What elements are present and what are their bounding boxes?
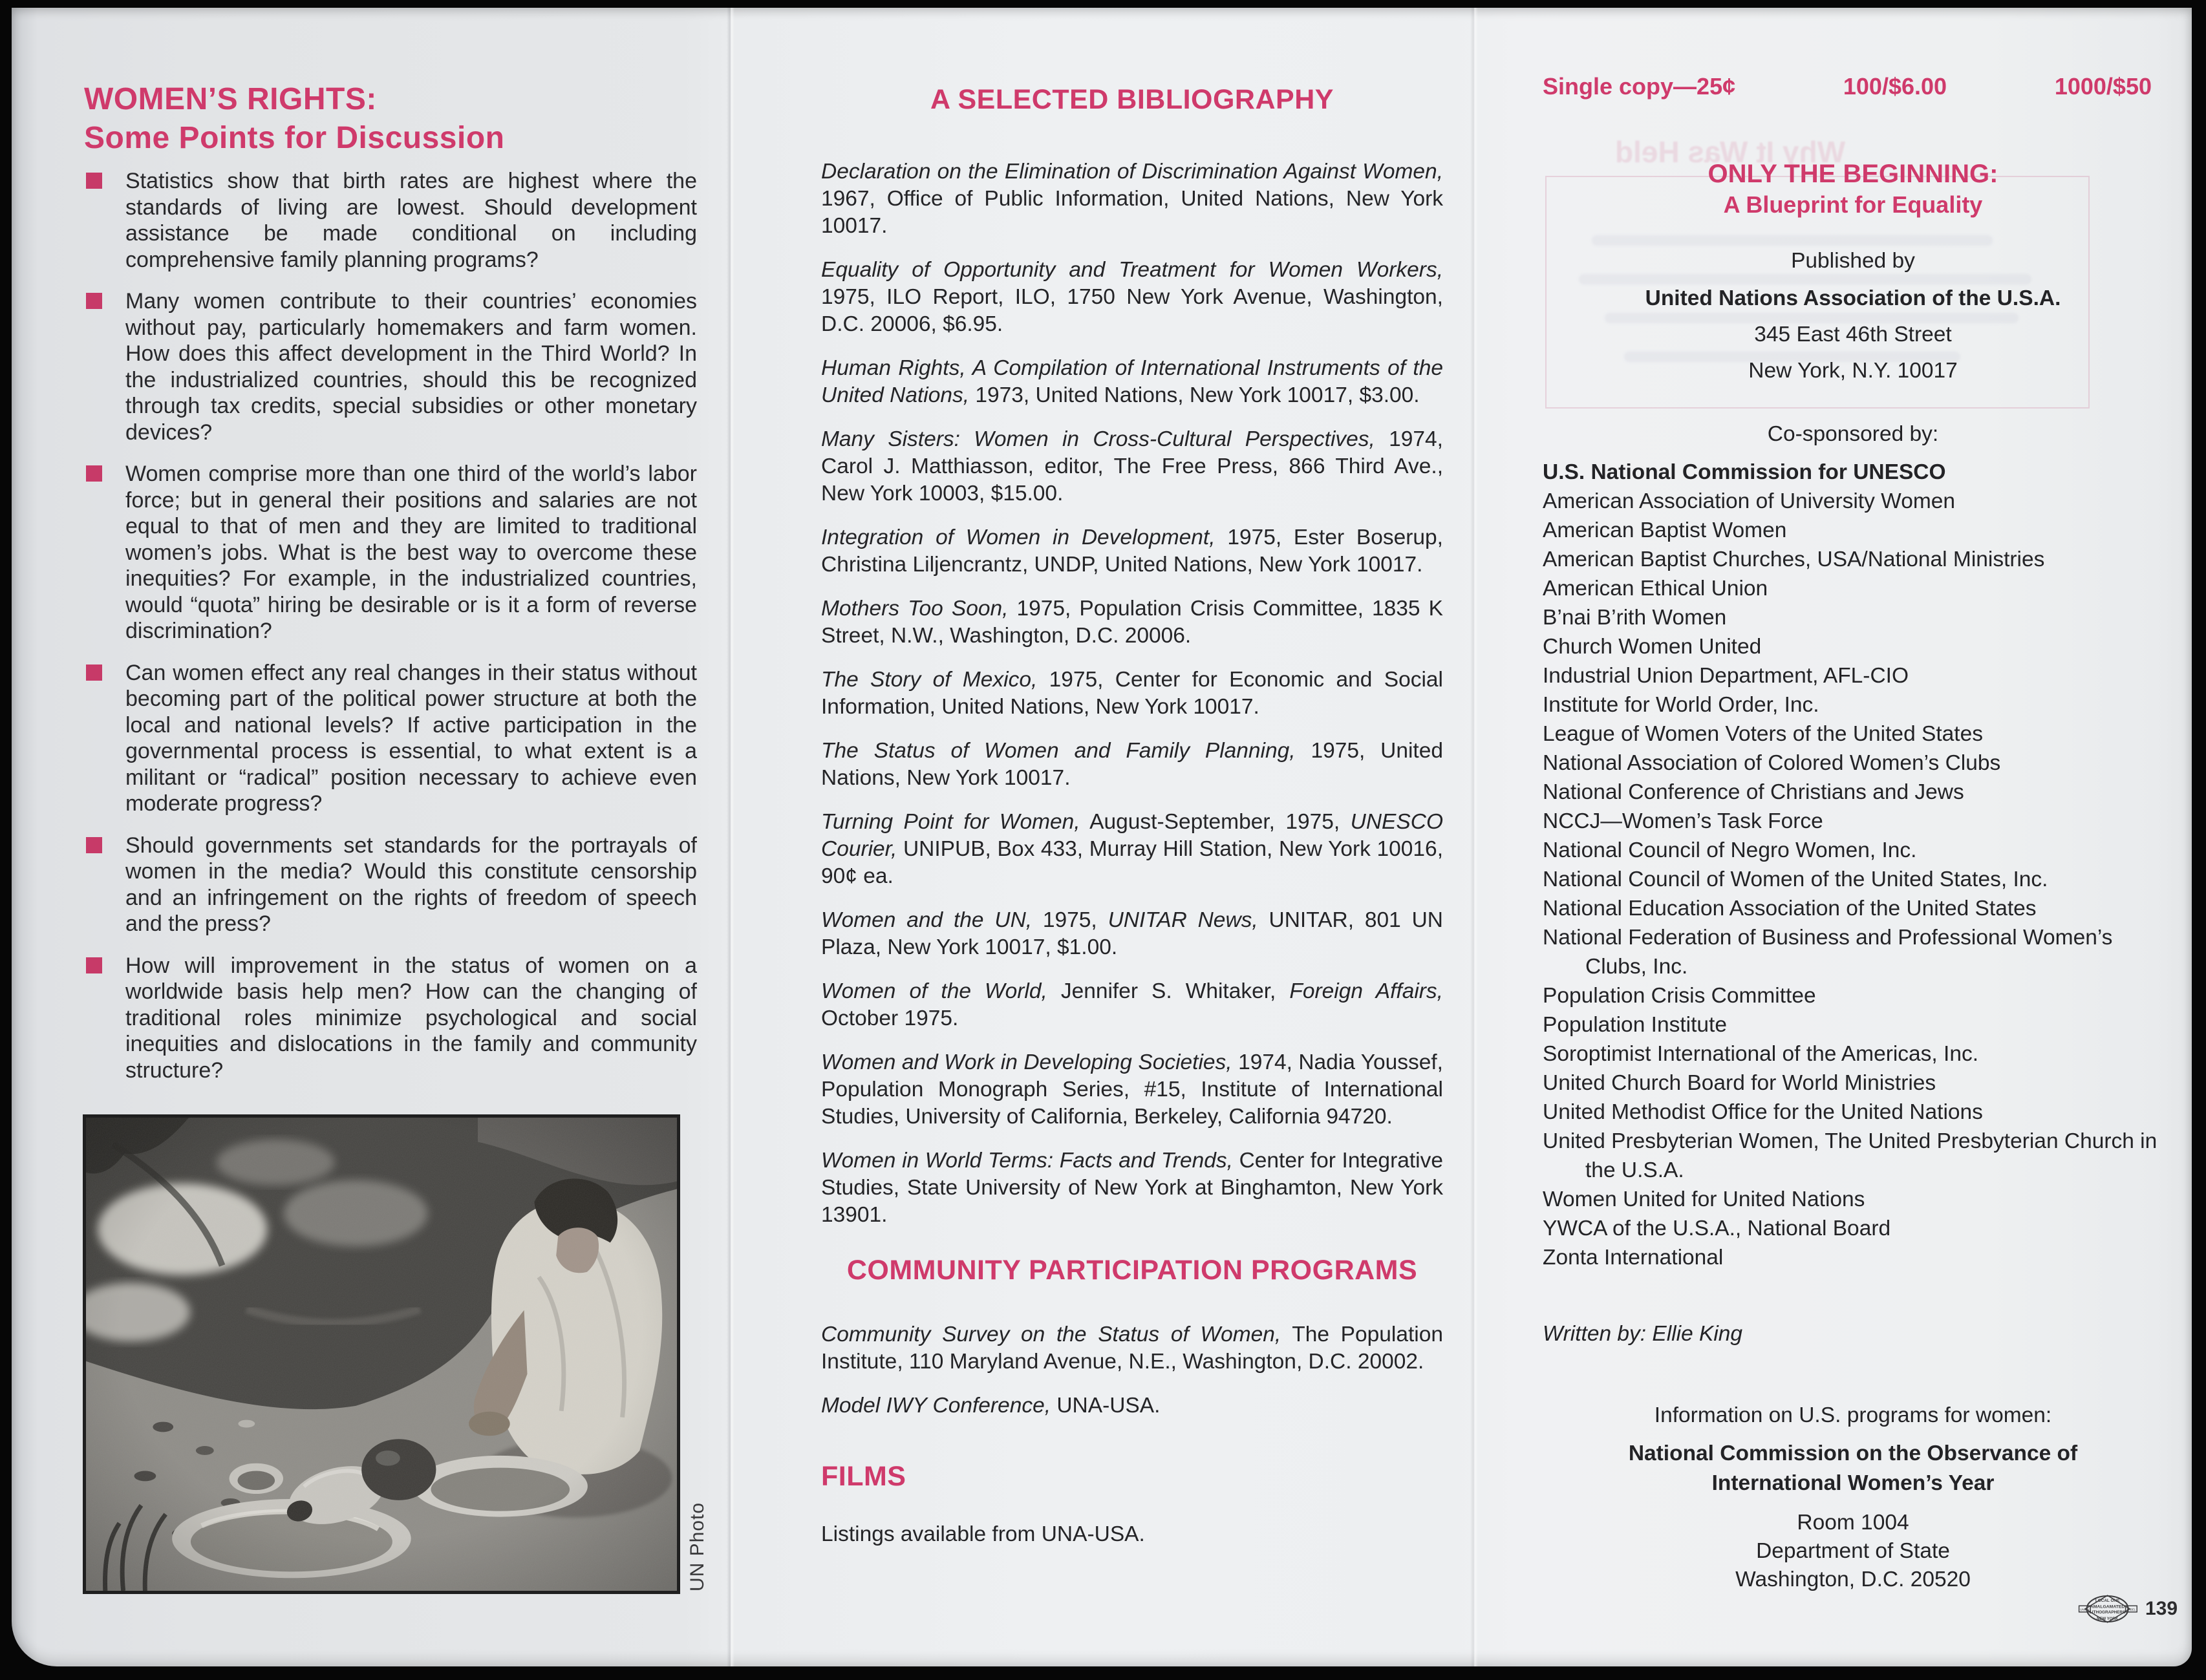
bullet-text: How will improvement in the status of women on a worldwide basis help men? How can the changing of traditional roles minimize psychological and social inequities and dislocations in the family and community structure? <box>125 953 697 1083</box>
svg-text:LABEL: LABEL <box>2126 1608 2136 1611</box>
un-photo <box>83 1114 680 1594</box>
middle-panel <box>821 84 1443 1548</box>
sponsor-item: National Council of Women of the United States, Inc. <box>1543 867 2048 891</box>
bleed-through-text: Why It Was Held <box>1615 135 1846 169</box>
publisher-address-street: 345 East 46th Street <box>1754 323 1952 346</box>
bullet-square-icon <box>86 173 102 189</box>
svg-text:LOCAL ONE: LOCAL ONE <box>2095 1598 2120 1603</box>
sponsor-item: Population Crisis Committee <box>1543 984 1816 1008</box>
sponsor-item: National Conference of Christians and Jews <box>1543 780 1964 804</box>
price-single: Single copy—25¢ <box>1543 73 1736 100</box>
bullet-text: Can women effect any real changes in their status without becoming part of the political power structure at both the local and national levels? If active participation in the governmental process is essential, to what extent is a militant or “radical” position necessary to achieve even moderate progress? <box>125 660 697 816</box>
sponsor-item: American Baptist Women <box>1543 518 1787 542</box>
bullet-item <box>84 660 697 817</box>
bibliography-entry: Human Rights, A Compilation of International Instruments of the United Nations, 1973, United Nations, New York 10017, $3.00. <box>821 356 1443 407</box>
bullet-text: Statistics show that birth rates are highest where the standards of living are lowest. Should development assistance be made conditional on including comprehensive family planning programs? <box>125 169 697 272</box>
community-entry-list <box>821 1321 1443 1419</box>
sponsor-item: United Methodist Office for the United Nations <box>1543 1100 1983 1124</box>
bullet-item <box>84 168 697 273</box>
bibliography-entry: Many Sisters: Women in Cross-Cultural Perspectives, 1974, Carol J. Matthiasson, editor, The Free Press, 866 Third Ave., New York 10003, $15.00. <box>821 427 1443 505</box>
bibliography-entry: Turning Point for Women, August-September, 1975, UNESCO Courier, UNIPUB, Box 433, Murray Hill Station, New York 10016, 90¢ ea. <box>821 810 1443 888</box>
bibliography-title: A SELECTED BIBLIOGRAPHY <box>930 84 1334 115</box>
price-row <box>1543 72 2152 101</box>
sponsor-item: Church Women United <box>1543 635 1762 659</box>
commission-name-line1: National Commission on the Observance of <box>1628 1441 2078 1465</box>
sponsor-list <box>1543 458 2163 1272</box>
community-programs-title: COMMUNITY PARTICIPATION PROGRAMS <box>846 1255 1418 1286</box>
bibliography-entry: Mothers Too Soon, 1975, Population Crisis Committee, 1835 K Street, N.W., Washington, D.C. 20006. <box>821 597 1443 648</box>
sponsor-item: U.S. National Commission for UNESCO <box>1543 460 1946 484</box>
cosponsored-label: Co-sponsored by: <box>1767 422 1939 446</box>
svg-text:AMALGAMATED: AMALGAMATED <box>2090 1604 2125 1610</box>
commission-name-line2: International Women’s Year <box>1711 1471 1995 1495</box>
price-hundred: 100/$6.00 <box>1843 73 1947 100</box>
sponsor-item: Women United for United Nations <box>1543 1187 1865 1211</box>
bibliography-entry: Women in World Terms: Facts and Trends, Center for Integrative Studies, State University of New York at Binghamton, New York 13901. <box>821 1149 1443 1227</box>
svg-text:NEW YORK: NEW YORK <box>2097 1617 2119 1621</box>
bullet-text: Women comprise more than one third of the world’s labor force; but in general their positions and salaries are not equal to that of men and they are limited to traditional women’s jobs. What is the best way to overcome these inequities? For example, in the industrialized countries, would “quota” hiring be desirable or is it a form of reverse discrimination? <box>125 462 697 643</box>
union-label-emblem-icon <box>2078 1593 2140 1625</box>
booklet-title-line1: ONLY THE BEGINNING: <box>1708 160 1998 188</box>
bibliography-entry: Declaration on the Elimination of Discrimination Against Women, 1967, Office of Public Information, United Nations, New York 10017. <box>821 160 1443 238</box>
sponsor-item: National Federation of Business and Professional Women’s Clubs, Inc. <box>1543 926 2113 979</box>
union-label <box>2078 1593 2178 1625</box>
bullet-item <box>84 288 697 445</box>
price-thousand: 1000/$50 <box>2054 73 2152 100</box>
commission-city: Washington, D.C. 20520 <box>1735 1568 1971 1591</box>
bullet-square-icon <box>86 665 102 681</box>
bibliography-entry: Women and the UN, 1975, UNITAR News, UNITAR, 801 UN Plaza, New York 10017, $1.00. <box>821 908 1443 959</box>
sponsor-item: Population Institute <box>1543 1013 1727 1037</box>
sponsor-item: American Ethical Union <box>1543 577 1768 601</box>
community-entry: Community Survey on the Status of Women, The Population Institute, 110 Maryland Avenue, N.E., Washington, D.C. 20002. <box>821 1323 1443 1374</box>
bullet-text: Should governments set standards for the portrayals of women in the media? Would this constitute censorship and an infringement on the rights of freedom of speech and the press? <box>125 833 697 936</box>
commission-department: Department of State <box>1756 1539 1950 1563</box>
left-title-line1: WOMEN’S RIGHTS: <box>84 82 377 116</box>
discussion-bullet-list <box>84 168 697 1099</box>
bullet-square-icon <box>86 293 102 309</box>
bullet-square-icon <box>86 957 102 973</box>
bibliography-entry: Women and Work in Developing Societies, 1974, Nadia Youssef, Population Monograph Series, #15, Institute of International Studies, University of California, Berkeley, California 94720. <box>821 1050 1443 1129</box>
fold-crease-right <box>1470 8 1478 1666</box>
sponsor-item: National Association of Colored Women’s Clubs <box>1543 751 2001 775</box>
bullet-item <box>84 953 697 1084</box>
sponsor-item: YWCA of the U.S.A., National Board <box>1543 1217 1891 1240</box>
commission-room: Room 1004 <box>1797 1511 1909 1535</box>
left-panel-title <box>84 80 718 158</box>
sponsor-item: B’nai B’rith Women <box>1543 606 1727 630</box>
bullet-item <box>84 461 697 644</box>
bibliography-entry: The Status of Women and Family Planning, 1975, United Nations, New York 10017. <box>821 739 1443 790</box>
left-title-line2: Some Points for Discussion <box>84 121 505 155</box>
sponsor-item: Industrial Union Department, AFL-CIO <box>1543 664 1909 688</box>
sponsor-item: National Education Association of the United States <box>1543 897 2037 920</box>
sponsor-item: Institute for World Order, Inc. <box>1543 693 1819 717</box>
films-title: FILMS <box>821 1461 906 1492</box>
sponsor-item: United Presbyterian Women, The United Presbyterian Church in the U.S.A. <box>1543 1129 2158 1182</box>
sponsor-item: League of Women Voters of the United States <box>1543 722 1983 746</box>
svg-text:LITHOGRAPHERS: LITHOGRAPHERS <box>2089 1610 2126 1615</box>
photo-credit-caption: UN Photo <box>687 1502 708 1591</box>
bullet-text: Many women contribute to their countries’ economies without pay, particularly homemakers and farm women. How does this affect development in the Third World? In the industrialized countries, should this be recognized through tax credits, special subsidies or other monetary devices? <box>125 289 697 445</box>
fold-crease-left <box>727 8 734 1666</box>
sponsor-item: NCCJ—Women’s Task Force <box>1543 809 1823 833</box>
community-entry: Model IWY Conference, UNA-USA. <box>821 1394 1161 1418</box>
published-by-label: Published by <box>1791 249 1915 273</box>
written-by: Written by: Ellie King <box>1543 1322 1743 1346</box>
sponsor-item: National Council of Negro Women, Inc. <box>1543 838 1917 862</box>
bibliography-entry-list <box>821 158 1443 1229</box>
union-label-number: 139 <box>2145 1598 2178 1619</box>
sponsor-item: American Baptist Churches, USA/National Ministries <box>1543 548 2045 571</box>
un-photo-illustration <box>86 1118 677 1591</box>
films-note: Listings available from UNA-USA. <box>821 1522 1145 1546</box>
right-panel <box>1543 72 2163 1594</box>
bullet-square-icon <box>86 837 102 853</box>
bibliography-entry: Women of the World, Jennifer S. Whitaker, Foreign Affairs, October 1975. <box>821 979 1443 1030</box>
bibliography-entry: Equality of Opportunity and Treatment for Women Workers, 1975, ILO Report, ILO, 1750 New York Avenue, Washington, D.C. 20006, $6.95. <box>821 258 1443 336</box>
bullet-square-icon <box>86 465 102 482</box>
brochure-paper <box>12 8 2192 1666</box>
svg-text:UNION: UNION <box>2080 1608 2090 1611</box>
sponsor-item: United Church Board for World Ministries <box>1543 1071 1936 1095</box>
sponsor-item: Zonta International <box>1543 1246 1724 1270</box>
bullet-item <box>84 833 697 937</box>
sponsor-item: American Association of University Women <box>1543 489 1955 513</box>
info-programs-label: Information on U.S. programs for women: <box>1654 1403 2052 1427</box>
bibliography-entry: Integration of Women in Development, 1975, Ester Boserup, Christina Liljencrantz, UNDP, United Nations, New York 10017. <box>821 526 1443 577</box>
booklet-title-line2: A Blueprint for Equality <box>1723 191 1983 218</box>
bibliography-entry: The Story of Mexico, 1975, Center for Economic and Social Information, United Nations, New York 10017. <box>821 668 1443 719</box>
publisher-name: United Nations Association of the U.S.A. <box>1645 286 2061 310</box>
publisher-address-city: New York, N.Y. 10017 <box>1748 359 1958 383</box>
sponsor-item: Soroptimist International of the Americas, Inc. <box>1543 1042 1979 1066</box>
